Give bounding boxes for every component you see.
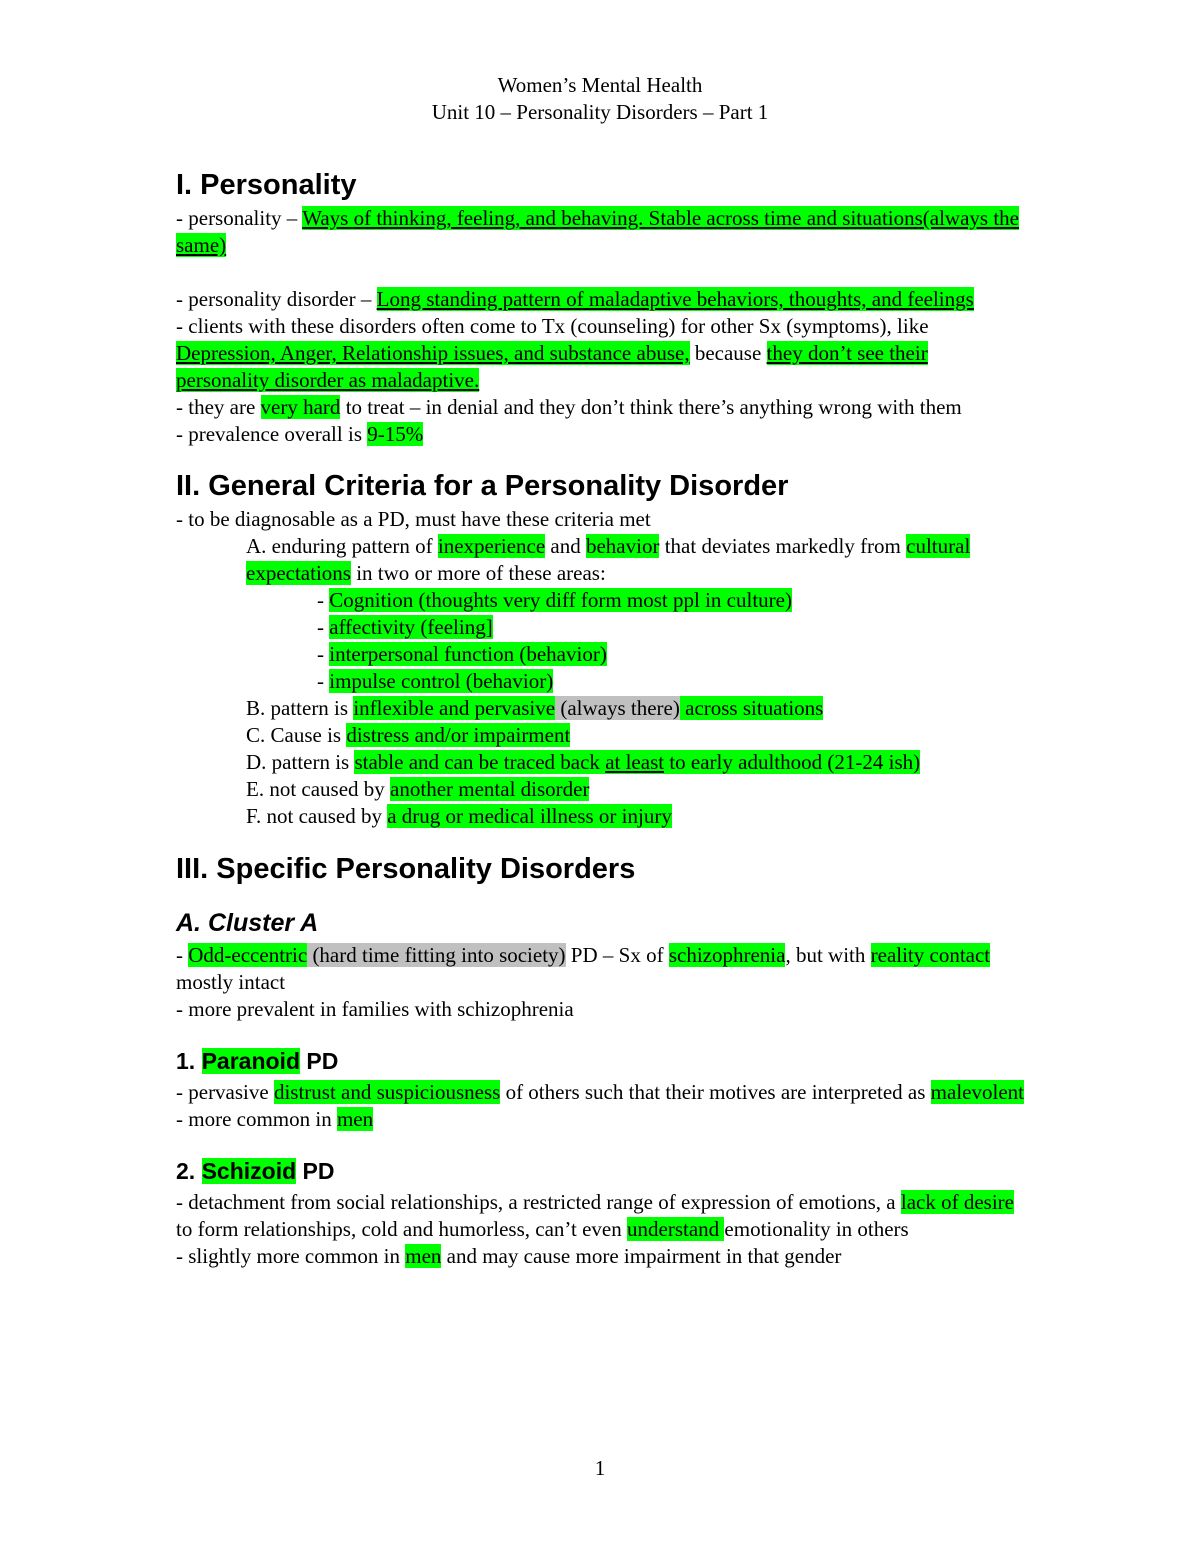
criterion-a-item-2: - affectivity (feeling] xyxy=(317,615,493,639)
criterion-b: B. pattern is inflexible and pervasive (always there) across situations xyxy=(246,696,824,720)
prevalence-paragraph: - prevalence overall is 9-15% xyxy=(176,422,424,446)
criterion-a-item-1: - Cognition (thoughts very diff form most ppl in culture) xyxy=(317,588,792,612)
cluster-a-description: - Odd-eccentric (hard time fitting into society) PD – Sx of schizophrenia, but with reality contact mostly intact xyxy=(176,943,991,994)
highlight: 9-15% xyxy=(367,422,424,446)
criterion-a-item-4: - impulse control (behavior) xyxy=(317,669,554,693)
cluster-a-prevalence: - more prevalent in families with schizophrenia xyxy=(176,997,574,1021)
personality-definition: - personality – Ways of thinking, feeling, and behaving. Stable across time and situations(always the same) xyxy=(176,206,1019,257)
paranoid-pd-description: - pervasive distrust and suspiciousness of others such that their motives are interpreted as malevolent xyxy=(176,1080,1024,1104)
cluster-a-heading: A. Cluster A xyxy=(176,909,319,937)
header-unit-title: Unit 10 – Personality Disorders – Part 1 xyxy=(431,100,769,124)
personality-disorder-definition: - personality disorder – Long standing pattern of maladaptive behaviors, thoughts, and feelings xyxy=(176,287,974,311)
clients-paragraph: - clients with these disorders often come to Tx (counseling) for other Sx (symptoms), like Depression, Anger, Relationship issues, and substance abuse, because they don’t see their personality disorder as maladaptive. xyxy=(176,314,929,392)
highlight: very hard xyxy=(260,395,341,419)
highlight: they don’t see their personality disorder as maladaptive. xyxy=(176,341,928,392)
highlight: Long standing pattern of maladaptive behaviors, thoughts, and feelings xyxy=(376,287,974,311)
header-course-title: Women’s Mental Health xyxy=(497,73,703,97)
document-header xyxy=(0,72,1200,126)
page-number: 1 xyxy=(594,1456,606,1480)
document-body xyxy=(176,168,1026,1270)
criterion-c: C. Cause is distress and/or impairment xyxy=(246,723,571,747)
section-3-heading: III. Specific Personality Disorders xyxy=(176,853,636,885)
treatment-paragraph: - they are very hard to treat – in denial and they don’t think there’s anything wrong with them xyxy=(176,395,962,419)
highlight: Ways of thinking, feeling, and behaving. Stable across time and situations(always the same) xyxy=(176,206,1019,257)
schizoid-pd-description: - detachment from social relationships, a restricted range of expression of emotions, a lack of desire to form relationships, cold and humorless, can’t even understand emotionality in others xyxy=(176,1190,1014,1241)
paranoid-pd-heading: 1. Paranoid PD xyxy=(176,1048,339,1074)
criterion-f: F. not caused by a drug or medical illness or injury xyxy=(246,804,672,828)
schizoid-pd-prevalence: - slightly more common in men and may cause more impairment in that gender xyxy=(176,1244,842,1268)
criterion-a-item-3: - interpersonal function (behavior) xyxy=(317,642,607,666)
paranoid-pd-prevalence: - more common in men xyxy=(176,1107,374,1131)
criterion-a: A. enduring pattern of inexperience and behavior that deviates markedly from cultural expectations in two or more of these areas: xyxy=(246,534,971,585)
section-2-heading: II. General Criteria for a Personality Disorder xyxy=(176,470,789,502)
schizoid-pd-heading: 2. Schizoid PD xyxy=(176,1158,335,1184)
criterion-d: D. pattern is stable and can be traced back at least to early adulthood (21-24 ish) xyxy=(246,750,921,774)
highlight: Depression, Anger, Relationship issues, and substance abuse, xyxy=(176,341,690,365)
criterion-e: E. not caused by another mental disorder xyxy=(246,777,590,801)
section-1-heading: I. Personality xyxy=(176,169,357,201)
criteria-intro: - to be diagnosable as a PD, must have these criteria met xyxy=(176,507,651,531)
